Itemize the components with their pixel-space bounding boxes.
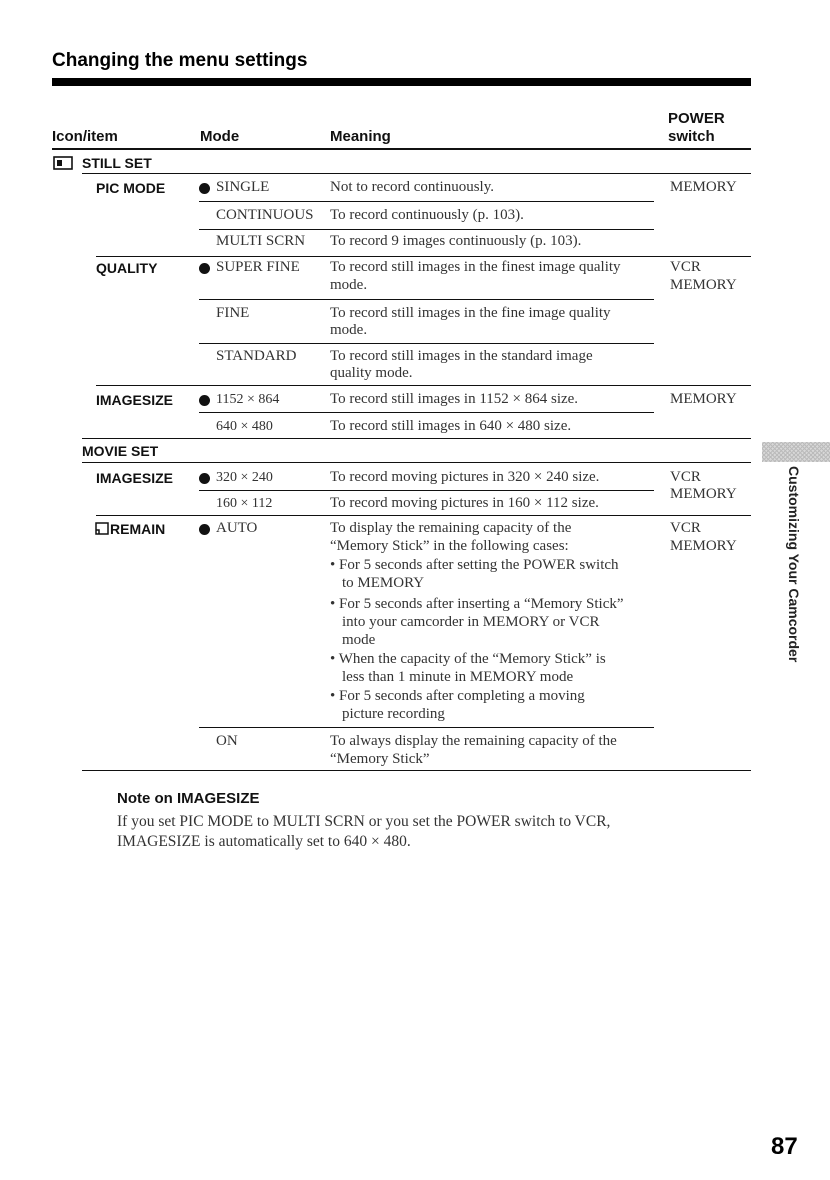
meaning-text: mode.	[330, 322, 368, 338]
row-rule	[199, 201, 654, 202]
note-title: Note on IMAGESIZE	[117, 790, 260, 807]
header-rule	[52, 148, 751, 150]
mode-value: AUTO	[216, 520, 258, 536]
note-line: If you set PIC MODE to MULTI SCRN or you set the POWER switch to VCR,	[117, 813, 611, 830]
meaning-text: to MEMORY	[342, 575, 425, 591]
page-title: Changing the menu settings	[52, 50, 308, 71]
mode-value: FINE	[216, 305, 250, 321]
row-rule	[199, 727, 654, 728]
remain-label: REMAIN	[110, 521, 166, 537]
meaning-text: • For 5 seconds after inserting a “Memory Stick”	[330, 596, 624, 612]
memory-stick-icon	[94, 521, 110, 536]
mode-value: STANDARD	[216, 348, 297, 364]
still-set-rule	[82, 173, 751, 174]
group-rule	[96, 256, 751, 257]
default-bullet-icon	[199, 263, 210, 274]
meaning-text: mode	[342, 632, 376, 648]
meaning-text: To display the remaining capacity of the	[330, 520, 572, 536]
mode-value: SUPER FINE	[216, 259, 300, 275]
power-value: MEMORY	[670, 391, 737, 407]
table-bottom-rule	[82, 770, 751, 771]
still-set-icon	[53, 155, 73, 171]
meaning-text: mode.	[330, 277, 368, 293]
meaning-text: less than 1 minute in MEMORY mode	[342, 669, 574, 685]
meaning-text: quality mode.	[330, 365, 413, 381]
row-rule	[199, 299, 654, 300]
group-rule	[96, 515, 751, 516]
power-value: MEMORY	[670, 486, 737, 502]
mode-value: 160 × 112	[216, 496, 273, 511]
imagesize-movie-label: IMAGESIZE	[96, 470, 174, 486]
title-rule	[52, 78, 751, 86]
quality-label: QUALITY	[96, 260, 158, 276]
mode-value: SINGLE	[216, 179, 270, 195]
default-bullet-icon	[199, 183, 210, 194]
page-number: 87	[771, 1133, 798, 1160]
group-rule	[96, 385, 751, 386]
mode-value: 1152 × 864	[216, 392, 280, 407]
mode-value: ON	[216, 733, 238, 749]
header-meaning: Meaning	[330, 128, 391, 145]
power-value: MEMORY	[670, 538, 737, 554]
note-body	[117, 812, 717, 852]
mode-value: MULTI SCRN	[216, 233, 306, 249]
mode-value: CONTINUOUS	[216, 207, 314, 223]
default-bullet-icon	[199, 395, 210, 406]
imagesize-still-label: IMAGESIZE	[96, 392, 174, 408]
header-power-line2: switch	[668, 128, 715, 145]
mode-value: 320 × 240	[216, 470, 273, 485]
header-power-line1: POWER	[668, 110, 725, 127]
mode-value: 640 × 480	[216, 419, 273, 434]
meaning-text: To record moving pictures in 320 × 240 size.	[330, 469, 600, 485]
meaning-text: picture recording	[342, 706, 445, 722]
meaning-text: To record still images in the standard image	[330, 348, 593, 364]
meaning-text: • For 5 seconds after setting the POWER switch	[330, 557, 619, 573]
header-icon-item: Icon/item	[52, 128, 118, 145]
meaning-text: To record still images in the fine image quality	[330, 305, 611, 321]
meaning-text: To record still images in the finest image quality	[330, 259, 621, 275]
movie-set-label: MOVIE SET	[82, 443, 159, 459]
still-set-label: STILL SET	[82, 155, 152, 171]
meaning-text: To record moving pictures in 160 × 112 size.	[330, 495, 599, 511]
power-value: MEMORY	[670, 179, 737, 195]
note-line: IMAGESIZE is automatically set to 640 × 480.	[117, 833, 411, 850]
meaning-text: To record 9 images continuously (p. 103).	[330, 233, 582, 249]
meaning-text: into your camcorder in MEMORY or VCR	[342, 614, 600, 630]
default-bullet-icon	[199, 524, 210, 535]
meaning-text: “Memory Stick”	[330, 751, 430, 767]
side-tab-text: Customizing Your Camcorder	[786, 466, 802, 663]
power-value: VCR	[670, 520, 701, 536]
section-rule	[82, 438, 751, 439]
row-rule	[199, 343, 654, 344]
header-mode: Mode	[200, 128, 240, 145]
meaning-text: “Memory Stick” in the following cases:	[330, 538, 569, 554]
meaning-text: • When the capacity of the “Memory Stick” is	[330, 651, 606, 667]
meaning-text: Not to record continuously.	[330, 179, 494, 195]
power-value: MEMORY	[670, 277, 737, 293]
meaning-text: To record still images in 1152 × 864 size.	[330, 391, 579, 407]
movie-set-rule	[82, 462, 751, 463]
power-value: VCR	[670, 259, 701, 275]
row-rule	[199, 412, 654, 413]
meaning-text: To record still images in 640 × 480 size.	[330, 418, 572, 434]
meaning-text: • For 5 seconds after completing a moving	[330, 688, 585, 704]
default-bullet-icon	[199, 473, 210, 484]
power-value: VCR	[670, 469, 701, 485]
side-tab-bar	[762, 442, 830, 462]
row-rule	[199, 229, 654, 230]
row-rule	[199, 490, 654, 491]
pic-mode-label: PIC MODE	[96, 180, 166, 196]
meaning-text: To record continuously (p. 103).	[330, 207, 524, 223]
meaning-text: To always display the remaining capacity of the	[330, 733, 617, 749]
